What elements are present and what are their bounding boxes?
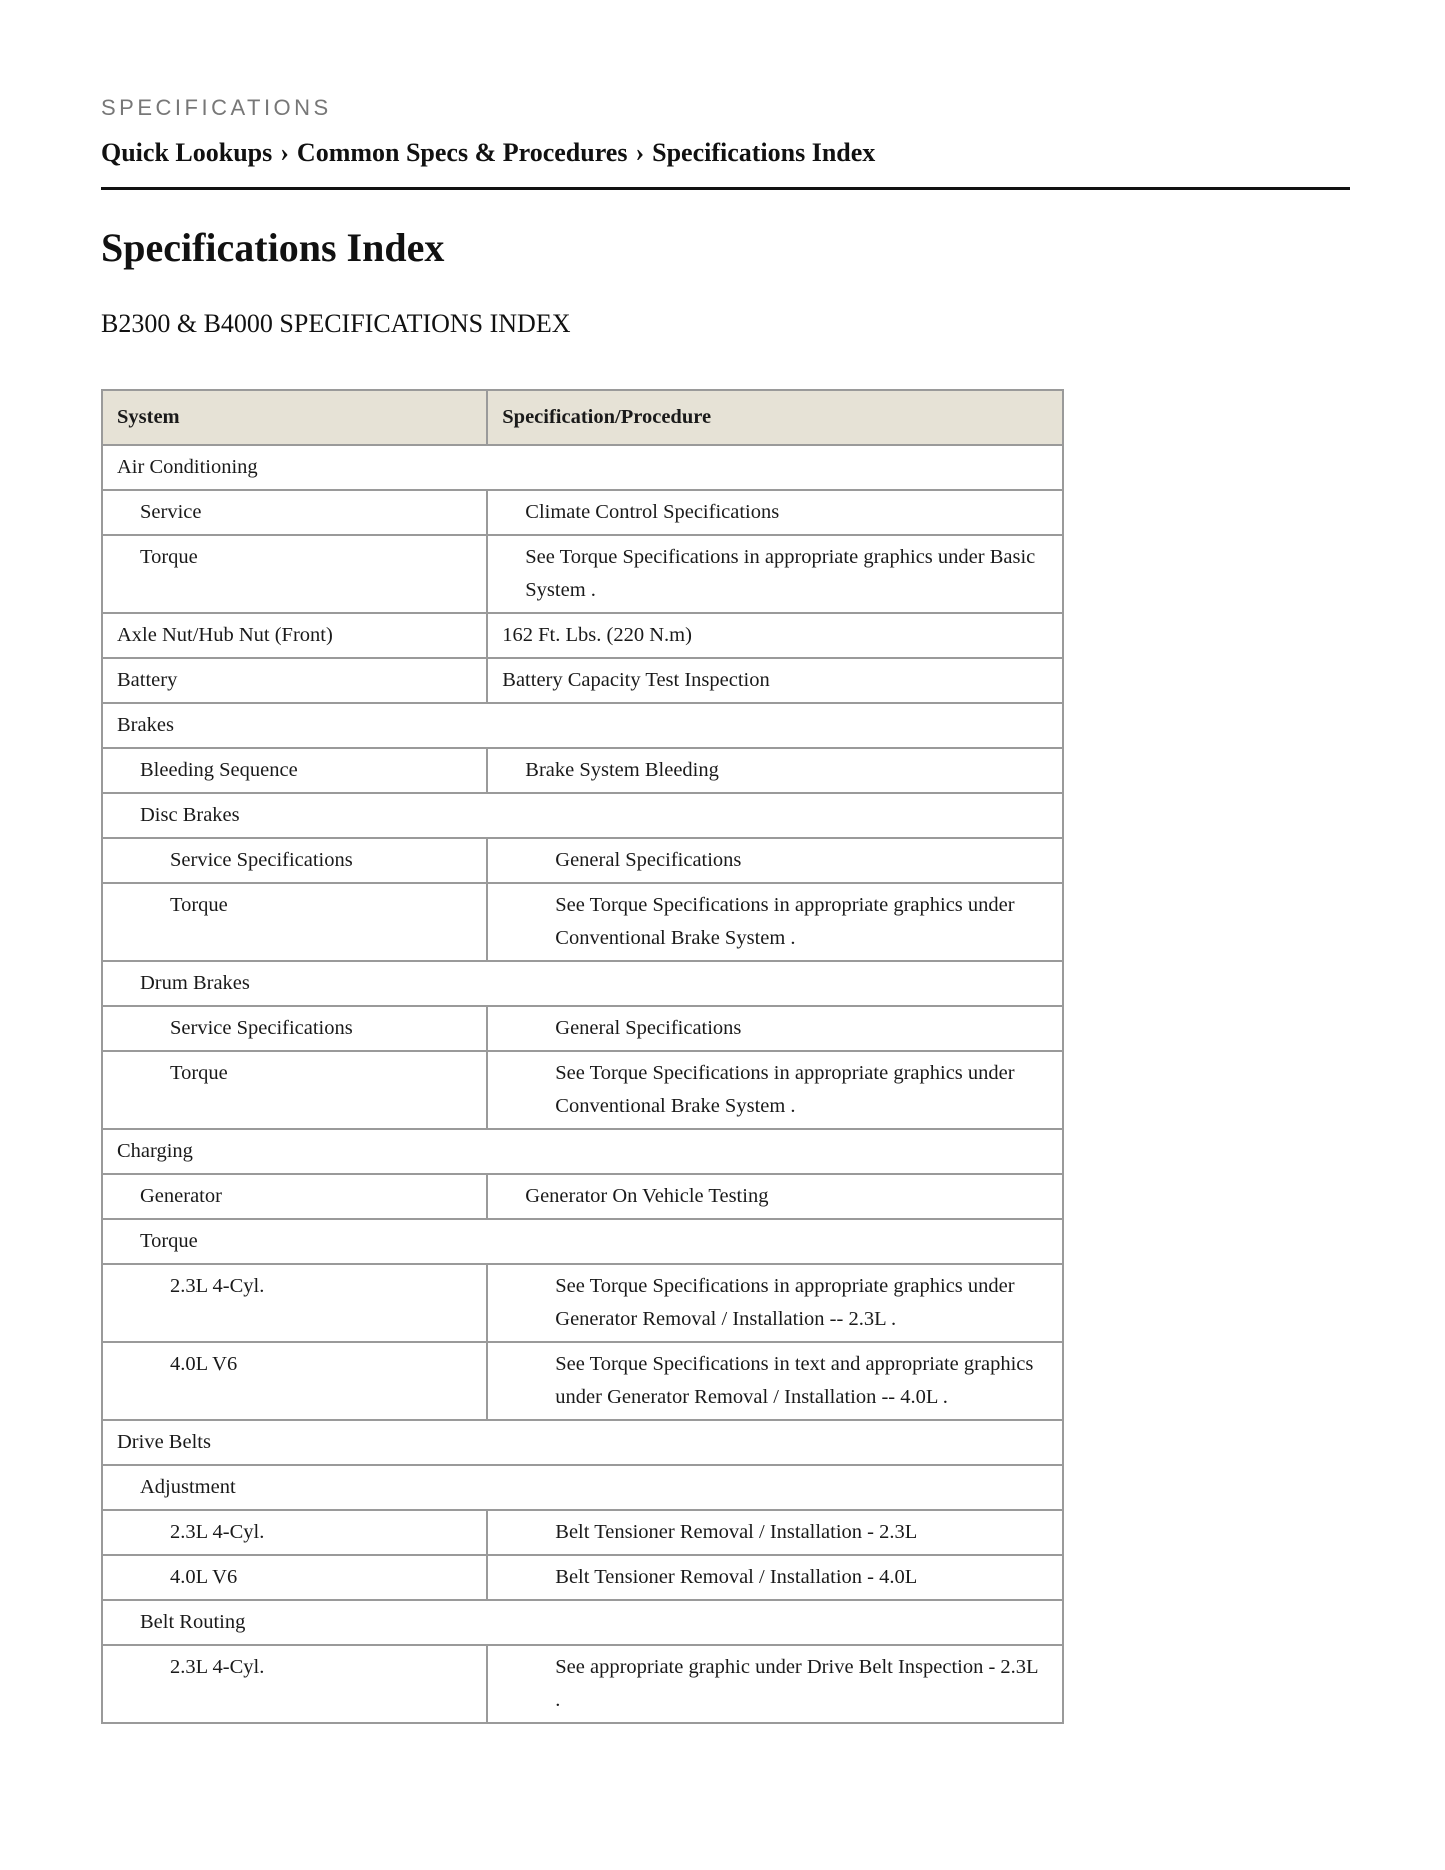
table-row xyxy=(102,535,1063,613)
specification-cell[interactable]: See appropriate graphic under Drive Belt Inspection - 2.3L . xyxy=(487,1645,1063,1723)
system-cell: Belt Routing xyxy=(102,1600,1063,1645)
system-cell: Drum Brakes xyxy=(102,961,1063,1006)
system-cell: 2.3L 4-Cyl. xyxy=(102,1264,487,1342)
page-subtitle: B2300 & B4000 SPECIFICATIONS INDEX xyxy=(101,309,571,338)
page-title: Specifications Index xyxy=(101,225,445,270)
specification-cell[interactable]: General Specifications xyxy=(487,1006,1063,1051)
breadcrumb-separator: › xyxy=(280,138,289,167)
system-cell: Torque xyxy=(102,1219,1063,1264)
table-row xyxy=(102,1174,1063,1219)
table-row xyxy=(102,1051,1063,1129)
specification-cell[interactable]: Belt Tensioner Removal / Installation - 2.3L xyxy=(487,1510,1063,1555)
system-cell: Disc Brakes xyxy=(102,793,1063,838)
table-group-row xyxy=(102,445,1063,490)
system-cell: Charging xyxy=(102,1129,1063,1174)
table-row xyxy=(102,748,1063,793)
system-cell: Service Specifications xyxy=(102,838,487,883)
system-cell: Service Specifications xyxy=(102,1006,487,1051)
breadcrumb-separator: › xyxy=(635,138,645,167)
system-cell: Torque xyxy=(102,883,487,961)
specification-cell[interactable]: See Torque Specifications in appropriate graphics under Generator Removal / Installation -- 2.3L . xyxy=(487,1264,1063,1342)
system-cell: Air Conditioning xyxy=(102,445,1063,490)
table-row xyxy=(102,1510,1063,1555)
table-group-row xyxy=(102,1465,1063,1510)
system-cell: Service xyxy=(102,490,487,535)
table-row xyxy=(102,1645,1063,1723)
column-header-specification: Specification/Procedure xyxy=(487,390,1063,445)
system-cell: Torque xyxy=(102,1051,487,1129)
system-cell: Axle Nut/Hub Nut (Front) xyxy=(102,613,487,658)
column-header-system: System xyxy=(102,390,487,445)
system-cell: 2.3L 4-Cyl. xyxy=(102,1510,487,1555)
table-header-row xyxy=(102,390,1063,445)
specification-cell[interactable]: See Torque Specifications in appropriate graphics under Basic System . xyxy=(487,535,1063,613)
specification-cell[interactable]: Battery Capacity Test Inspection xyxy=(487,658,1063,703)
system-cell: Adjustment xyxy=(102,1465,1063,1510)
system-cell: 4.0L V6 xyxy=(102,1342,487,1420)
specification-cell[interactable]: See Torque Specifications in appropriate graphics under Conventional Brake System . xyxy=(487,883,1063,961)
specification-cell[interactable]: 162 Ft. Lbs. (220 N.m) xyxy=(487,613,1063,658)
table-row xyxy=(102,613,1063,658)
specification-cell[interactable]: See Torque Specifications in appropriate graphics under Conventional Brake System . xyxy=(487,1051,1063,1129)
system-cell: Bleeding Sequence xyxy=(102,748,487,793)
specification-cell[interactable]: Belt Tensioner Removal / Installation - 4.0L xyxy=(487,1555,1063,1600)
specifications-table xyxy=(101,389,1064,1724)
system-cell: Drive Belts xyxy=(102,1420,1063,1465)
system-cell: 4.0L V6 xyxy=(102,1555,487,1600)
header-divider xyxy=(101,187,1350,190)
table-group-row xyxy=(102,1600,1063,1645)
table-group-row xyxy=(102,961,1063,1006)
table-row xyxy=(102,838,1063,883)
breadcrumb-item-quick-lookups[interactable]: Quick Lookups xyxy=(101,138,273,167)
system-cell: 2.3L 4-Cyl. xyxy=(102,1645,487,1723)
system-cell: Brakes xyxy=(102,703,1063,748)
breadcrumb-item-common-specs[interactable]: Common Specs & Procedures xyxy=(296,138,628,167)
table-row xyxy=(102,658,1063,703)
breadcrumb-item-specifications-index: Specifications Index xyxy=(652,138,876,167)
table-group-row xyxy=(102,793,1063,838)
specification-cell[interactable]: General Specifications xyxy=(487,838,1063,883)
specification-cell[interactable]: See Torque Specifications in text and appropriate graphics under Generator Removal / Installation -- 4.0L . xyxy=(487,1342,1063,1420)
table-row xyxy=(102,1342,1063,1420)
system-cell: Generator xyxy=(102,1174,487,1219)
breadcrumb xyxy=(101,138,875,168)
table-row xyxy=(102,1006,1063,1051)
table-group-row xyxy=(102,1219,1063,1264)
table-group-row xyxy=(102,1129,1063,1174)
specification-cell[interactable]: Brake System Bleeding xyxy=(487,748,1063,793)
table-group-row xyxy=(102,1420,1063,1465)
table-group-row xyxy=(102,703,1063,748)
table-row xyxy=(102,883,1063,961)
section-label: SPECIFICATIONS xyxy=(101,95,332,120)
table-row xyxy=(102,1264,1063,1342)
specification-cell[interactable]: Climate Control Specifications xyxy=(487,490,1063,535)
system-cell: Battery xyxy=(102,658,487,703)
specification-cell[interactable]: Generator On Vehicle Testing xyxy=(487,1174,1063,1219)
table-row xyxy=(102,1555,1063,1600)
table-body xyxy=(102,445,1063,1723)
system-cell: Torque xyxy=(102,535,487,613)
table-row xyxy=(102,490,1063,535)
